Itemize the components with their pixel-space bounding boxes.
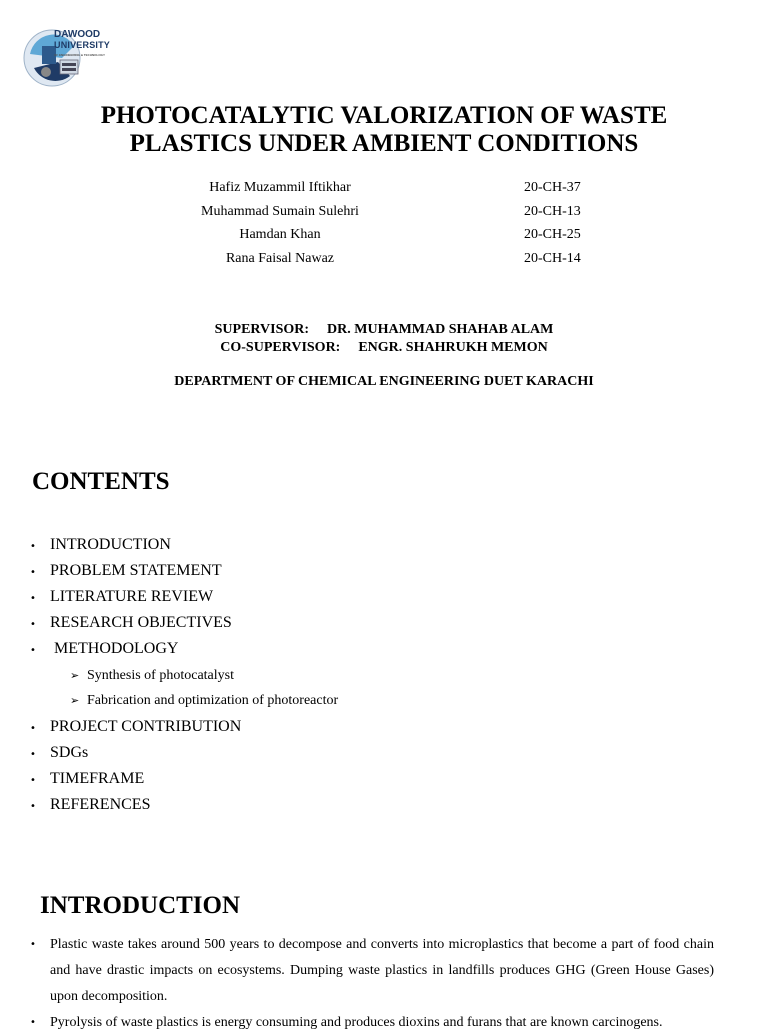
bullet-icon: •: [30, 723, 36, 734]
member-row: [0, 227, 768, 251]
co-supervisor-name: ENGR. SHAHRUKH MEMON: [358, 340, 548, 355]
toc-item-label: PROJECT CONTRIBUTION: [50, 718, 242, 735]
supervisor-line: [0, 322, 768, 338]
toc-item: [30, 718, 241, 736]
toc-item-label: RESEARCH OBJECTIVES: [50, 614, 232, 631]
member-roll-number: 20-CH-13: [524, 203, 581, 219]
department-name: DEPARTMENT OF CHEMICAL ENGINEERING DUET KARACHI: [174, 374, 594, 389]
toc-sub-item-label: Synthesis of photocatalyst: [87, 668, 234, 683]
bullet-icon: •: [30, 939, 36, 950]
toc-item-label: LITERATURE REVIEW: [50, 588, 214, 605]
member-row: [0, 180, 768, 204]
toc-item-label: REFERENCES: [50, 796, 151, 813]
contents-heading: CONTENTS: [32, 468, 170, 495]
co-supervisor-line: [0, 340, 768, 356]
toc-item: [30, 640, 178, 658]
bullet-icon: •: [30, 749, 36, 760]
bullet-icon: •: [30, 775, 36, 786]
toc-item: [30, 744, 88, 762]
logo-wordmark: [54, 30, 110, 60]
logo-line-3: OF ENGINEERING & TECHNOLOGY: [54, 53, 106, 57]
bullet-icon: •: [30, 541, 36, 552]
toc-sub-item: [70, 693, 338, 709]
member-roll-number: 20-CH-37: [524, 180, 581, 195]
document-title: [0, 102, 768, 158]
toc-item: [30, 562, 222, 580]
bullet-icon: •: [30, 593, 36, 604]
toc-item: [30, 536, 171, 554]
member-roll-number: 20-CH-14: [524, 250, 581, 266]
arrow-bullet-icon: ➢: [70, 669, 80, 682]
member-row: [0, 204, 768, 228]
introduction-paragraph: [30, 932, 714, 1010]
toc-item-label: METHODOLOGY: [50, 640, 179, 657]
bullet-icon: •: [30, 801, 36, 812]
title-line-1: PHOTOCATALYTIC VALORIZATION OF WASTE: [100, 102, 668, 129]
toc-item: [30, 588, 213, 606]
supervisor-label: SUPERVISOR:: [214, 322, 310, 337]
logo-line-1: DAWOOD: [54, 29, 101, 40]
paragraph-text: Pyrolysis of waste plastics is energy consuming and produces dioxins and furans that are known carcinogens.: [50, 1015, 663, 1030]
bullet-icon: •: [30, 619, 36, 630]
title-line-2: PLASTICS UNDER AMBIENT CONDITIONS: [129, 130, 639, 157]
bullet-icon: •: [30, 1017, 36, 1028]
member-roll-number: 20-CH-25: [524, 227, 581, 242]
toc-item-label: SDGs: [50, 744, 89, 761]
toc-item-label: PROBLEM STATEMENT: [50, 562, 222, 579]
co-supervisor-label: CO-SUPERVISOR:: [220, 340, 341, 355]
toc-sub-item-label: Fabrication and optimization of photoreactor: [87, 693, 339, 708]
logo-line-2: UNIVERSITY: [54, 40, 111, 50]
arrow-bullet-icon: ➢: [70, 694, 80, 707]
toc-item: [30, 770, 144, 788]
introduction-paragraph: [30, 1010, 714, 1036]
toc-item: [30, 796, 150, 814]
paragraph-text: Plastic waste takes around 500 years to decompose and converts into microplastics that become a part of food chain and have drastic impacts on ecosystems. Dumping waste plastics in landfills produces GHG (Green House Gases) upon decomposition.: [50, 937, 714, 1004]
university-logo: [22, 24, 114, 92]
bullet-icon: •: [30, 645, 36, 656]
toc-item-label: TIMEFRAME: [50, 770, 145, 787]
member-name: Muhammad Sumain Sulehri: [201, 203, 359, 219]
member-name: Hamdan Khan: [239, 227, 321, 242]
toc-item: [30, 614, 232, 632]
supervisor-name: DR. MUHAMMAD SHAHAB ALAM: [327, 322, 554, 337]
member-row: [0, 251, 768, 275]
member-name: Hafiz Muzammil Iftikhar: [209, 180, 351, 195]
introduction-heading: INTRODUCTION: [40, 892, 241, 919]
member-list: [0, 180, 768, 274]
member-name: Rana Faisal Nawaz: [225, 250, 335, 266]
bullet-icon: •: [30, 567, 36, 578]
toc-item-label: INTRODUCTION: [50, 536, 171, 553]
toc-sub-item: [70, 668, 234, 684]
